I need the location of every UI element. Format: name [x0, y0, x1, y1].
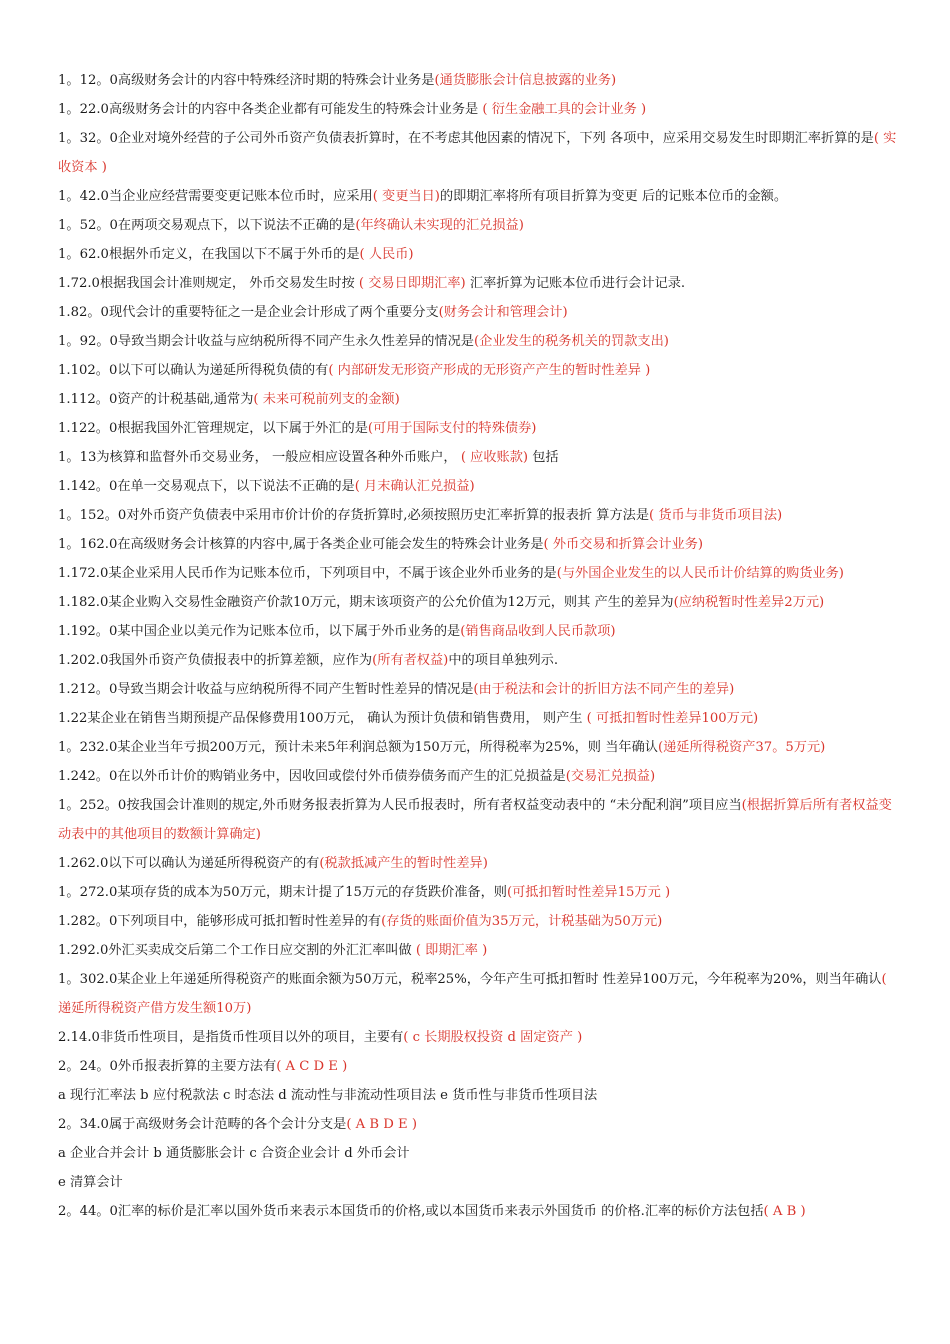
- answer-text: ( A B ): [763, 1204, 806, 1219]
- text-line: [58, 878, 898, 907]
- text-line: [58, 1139, 898, 1168]
- text-line: [58, 327, 898, 356]
- answer-text: (财务会计和管理会计): [438, 305, 568, 320]
- question-text: 1。42.0当企业应经营需要变更记账本位币时，应采用: [58, 189, 373, 204]
- answer-text: (交易汇兑损益): [565, 769, 656, 784]
- text-line: [58, 66, 898, 95]
- question-text: 1.182.0某企业购入交易性金融资产价款10万元，期末该项资产的公允价值为12万元，则其 产生的差异为: [58, 595, 674, 610]
- text-line: [58, 414, 898, 443]
- text-line: [58, 1168, 898, 1197]
- answer-text: ( 外币交易和折算会计业务): [543, 537, 704, 552]
- question-text: e 清算会计: [58, 1175, 123, 1190]
- text-line: [58, 762, 898, 791]
- answer-text: ( A B D E ): [346, 1117, 417, 1132]
- question-text: 1。62.0根据外币定义，在我国以下不属于外币的是: [58, 247, 360, 262]
- question-text: 2。44。0汇率的标价是汇率以国外货币来表示本国货币的价格,或以本国货币来表示外国货币 的价格.汇率的标价方法包括: [58, 1204, 764, 1219]
- question-text: 1.212。0导致当期会计收益与应纳税所得不同产生暂时性差异的情况是: [58, 682, 474, 697]
- trailing-text: 包括: [528, 450, 559, 465]
- answer-text: (与外国企业发生的以人民币计价结算的购货业务): [556, 566, 844, 581]
- question-text: 1.22某企业在销售当期预提产品保修费用100万元， 确认为预计负债和销售费用， 则产生: [58, 711, 587, 726]
- question-text: 1。232.0某企业当年亏损200万元，预计未来5年利润总额为150万元，所得税率为25%，则 当年确认: [58, 740, 658, 755]
- text-line: [58, 588, 898, 617]
- question-text: 1。272.0某项存货的成本为50万元，期末计提了15万元的存货跌价准备，则: [58, 885, 507, 900]
- answer-text: ( 变更当日): [372, 189, 440, 204]
- answer-text: (存货的账面价值为35万元，计税基础为50万元): [381, 914, 663, 929]
- question-text: 1.172.0某企业采用人民币作为记账本位币，下列项目中，不属于该企业外币业务的是: [58, 566, 557, 581]
- question-text: 1。162.0在高级财务会计核算的内容中,属于各类企业可能会发生的特殊会计业务是: [58, 537, 544, 552]
- answer-text: (递延所得税资产37。5万元): [657, 740, 826, 755]
- text-line: [58, 646, 898, 675]
- answer-text: (所有者权益): [372, 653, 449, 668]
- text-line: [58, 443, 898, 472]
- answer-text: ( 实收资本 ): [58, 131, 897, 175]
- question-text: 1.192。0某中国企业以美元作为记账本位币，以下属于外币业务的是: [58, 624, 461, 639]
- answer-text: ( 递延所得税资产借方发生额10万): [58, 972, 887, 1016]
- question-text: 1.202.0我国外币资产负债报表中的折算差额，应作为: [58, 653, 373, 668]
- answer-text: (应纳税暂时性差异2万元): [673, 595, 825, 610]
- question-text: 1。252。0按我国会计准则的规定,外币财务报表折算为人民币报表时，所有者权益变动表中的 “未分配利润”项目应当: [58, 798, 742, 813]
- question-text: 1.82。0现代会计的重要特征之一是企业会计形成了两个重要分支: [58, 305, 439, 320]
- answer-text: (可用于国际支付的特殊债券): [367, 421, 537, 436]
- answer-text: (企业发生的税务机关的罚款支出): [474, 334, 669, 349]
- question-text: 1。52。0在两项交易观点下，以下说法不正确的是: [58, 218, 356, 233]
- question-text: 1.122。0根据我国外汇管理规定，以下属于外汇的是: [58, 421, 368, 436]
- answer-text: ( 衍生金融工具的会计业务 ): [482, 102, 647, 117]
- text-line: [58, 211, 898, 240]
- text-line: [58, 1110, 898, 1139]
- text-line: [58, 965, 898, 1023]
- text-line: [58, 907, 898, 936]
- answer-text: (年终确认未实现的汇兑损益): [355, 218, 524, 233]
- text-line: [58, 733, 898, 762]
- text-line: [58, 791, 898, 849]
- question-text: 1.112。0资产的计税基础,通常为: [58, 392, 254, 407]
- question-text: 1.142。0在单一交易观点下，以下说法不正确的是: [58, 479, 355, 494]
- answer-text: (税款抵减产生的暂时性差异): [319, 856, 488, 871]
- answer-text: (可抵扣暂时性差异15万元 ): [506, 885, 671, 900]
- text-line: [58, 675, 898, 704]
- answer-text: (根据折算后所有者权益变动表中的其他项目的数额计算确定): [58, 798, 892, 842]
- trailing-text: 的即期汇率将所有项目折算为变更 后的记账本位币的金额。: [439, 189, 788, 204]
- question-text: 2.14.0非货币性项目，是指货币性项目以外的项目，主要有: [58, 1030, 404, 1045]
- answer-text: (由于税法和会计的折旧方法不同产生的差异): [473, 682, 735, 697]
- text-line: [58, 1081, 898, 1110]
- answer-text: (通货膨胀会计信息披露的业务): [434, 73, 617, 88]
- text-line: [58, 559, 898, 588]
- trailing-text: 汇率折算为记账本位币进行会计记录.: [465, 276, 686, 291]
- text-line: [58, 385, 898, 414]
- text-line: [58, 1197, 898, 1226]
- text-line: [58, 240, 898, 269]
- answer-text: (销售商品收到人民币款项): [460, 624, 616, 639]
- text-line: [58, 356, 898, 385]
- answer-text: ( 未来可税前列支的金额): [253, 392, 400, 407]
- text-line: [58, 617, 898, 646]
- question-text: a 现行汇率法 b 应付税款法 c 时态法 d 流动性与非流动性项目法 e 货币性与非货币性项目法: [58, 1088, 598, 1103]
- text-line: [58, 704, 898, 733]
- text-line: [58, 472, 898, 501]
- question-text: 1.72.0根据我国会计准则规定， 外币交易发生时按: [58, 276, 359, 291]
- answer-text: ( 内部研发无形资产形成的无形资产产生的暂时性差异 ): [328, 363, 651, 378]
- text-line: [58, 298, 898, 327]
- question-text: 1。32。0企业对境外经营的子公司外币资产负债表折算时，在不考虑其他因素的情况下，下列 各项中，应采用交易发生时即期汇率折算的是: [58, 131, 874, 146]
- text-line: [58, 501, 898, 530]
- question-text: 1。13为核算和监督外币交易业务， 一般应相应设置各种外币账户，: [58, 450, 461, 465]
- text-line: [58, 1052, 898, 1081]
- answer-text: ( 应收账款): [460, 450, 529, 465]
- question-text: 1。22.0高级财务会计的内容中各类企业都有可能发生的特殊会计业务是: [58, 102, 483, 117]
- question-text: 1.292.0外汇买卖成交后第二个工作日应交割的外汇汇率叫做: [58, 943, 416, 958]
- answer-text: ( 可抵扣暂时性差异100万元): [586, 711, 759, 726]
- question-text: 1。92。0导致当期会计收益与应纳税所得不同产生永久性差异的情况是: [58, 334, 474, 349]
- answer-text: ( 货币与非货币项目法): [649, 508, 783, 523]
- question-text: 1.282。0下列项目中，能够形成可抵扣暂时性差异的有: [58, 914, 382, 929]
- text-line: [58, 530, 898, 559]
- answer-text: ( 即期汇率 ): [415, 943, 488, 958]
- question-text: a 企业合并会计 b 通货膨胀会计 c 合资企业会计 d 外币会计: [58, 1146, 410, 1161]
- trailing-text: 中的项目单独列示.: [448, 653, 559, 668]
- question-text: 1.262.0以下可以确认为递延所得税资产的有: [58, 856, 320, 871]
- text-line: [58, 269, 898, 298]
- text-line: [58, 182, 898, 211]
- text-line: [58, 95, 898, 124]
- question-text: 2。24。0外币报表折算的主要方法有: [58, 1059, 277, 1074]
- answer-text: ( 交易日即期汇率): [358, 276, 466, 291]
- text-line: [58, 1023, 898, 1052]
- answer-text: ( 月末确认汇兑损益): [354, 479, 475, 494]
- question-text: 2。34.0属于高级财务会计范畴的各个会计分支是: [58, 1117, 347, 1132]
- text-line: [58, 124, 898, 182]
- answer-text: ( A C D E ): [276, 1059, 348, 1074]
- question-text: 1.242。0在以外币计价的购销业务中，因收回或偿付外币债券债务而产生的汇兑损益是: [58, 769, 566, 784]
- question-text: 1。302.0某企业上年递延所得税资产的账面余额为50万元，税率25%，今年产生可抵扣暂时 性差异100万元，今年税率为20%，则当年确认: [58, 972, 882, 987]
- question-text: 1。152。0对外币资产负债表中采用市价计价的存货折算时,必须按照历史汇率折算的报表折 算方法是: [58, 508, 650, 523]
- text-line: [58, 936, 898, 965]
- answer-text: ( c 长期股权投资 d 固定资产 ): [403, 1030, 583, 1045]
- question-text: 1。12。0高级财务会计的内容中特殊经济时期的特殊会计业务是: [58, 73, 435, 88]
- question-text: 1.102。0以下可以确认为递延所得税负债的有: [58, 363, 329, 378]
- text-line: [58, 849, 898, 878]
- document-page: [58, 66, 898, 1226]
- answer-text: ( 人民币): [359, 247, 414, 262]
